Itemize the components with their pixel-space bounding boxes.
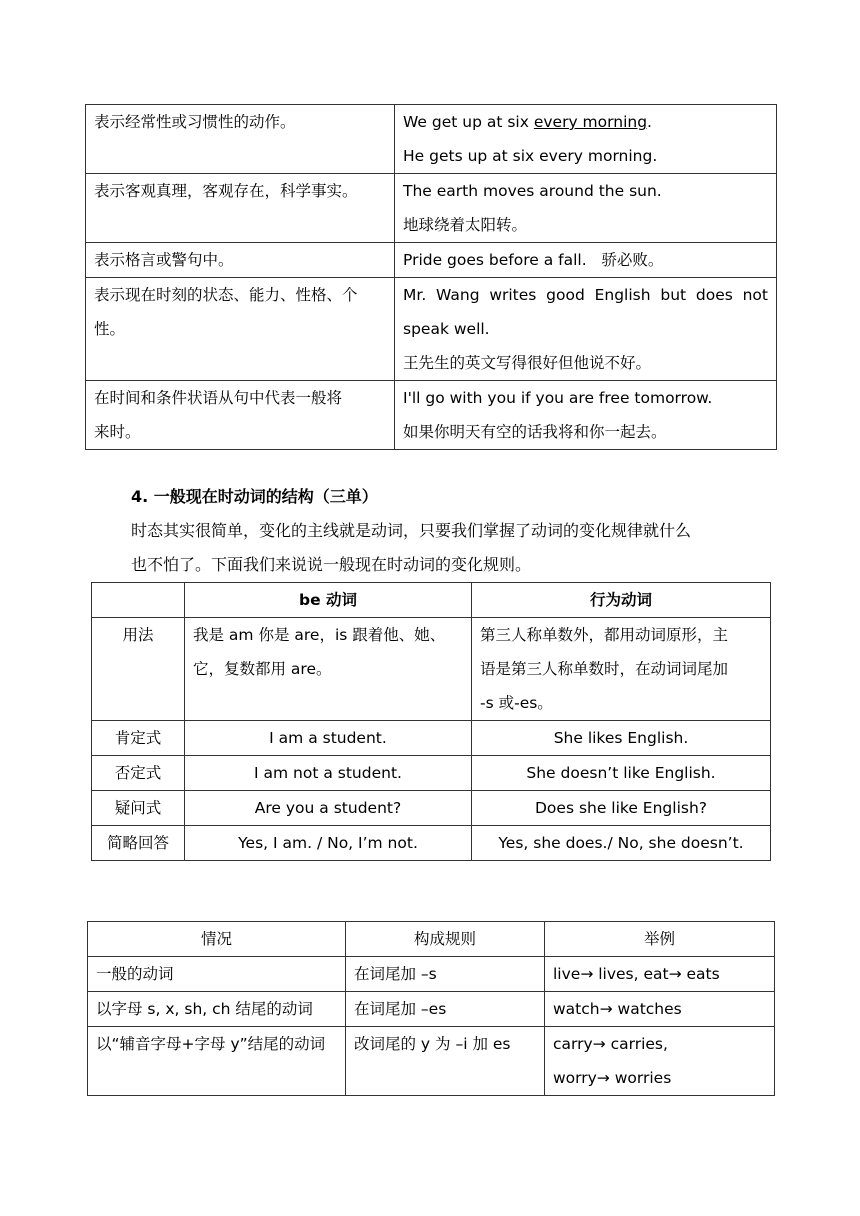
example-text: . <box>647 113 652 131</box>
table-header-row <box>92 583 771 618</box>
example-cell <box>395 105 777 174</box>
table-row <box>88 992 775 1027</box>
rule-cell: 改词尾的 y 为 –i 加 es <box>346 1027 545 1096</box>
example-line: carry→ carries, <box>553 1035 668 1053</box>
example-line: 如果你明天有空的话我将和你一起去。 <box>403 423 667 441</box>
section-heading: 4. 一般现在时动词的结构（三单） <box>131 487 378 506</box>
row-label: 用法 <box>92 618 185 721</box>
table-row <box>86 174 777 243</box>
usage-cell <box>86 381 395 450</box>
table-row <box>88 1027 775 1096</box>
header-cell: 情况 <box>88 922 346 957</box>
example-line: worry→ worries <box>553 1069 672 1087</box>
row-label: 简略回答 <box>92 826 185 861</box>
action-cell: She doesn’t like English. <box>472 756 771 791</box>
action-cell: Yes, she does./ No, she doesn’t. <box>472 826 771 861</box>
action-cell <box>472 618 771 721</box>
cell-line: 它，复数都用 are。 <box>193 660 332 678</box>
table-row <box>92 791 771 826</box>
header-cell: 举例 <box>545 922 775 957</box>
example-cell: live→ lives, eat→ eats <box>545 957 775 992</box>
be-cell: Are you a student? <box>185 791 472 826</box>
usage-line: 性。 <box>94 320 126 338</box>
usage-line: 表示现在时刻的状态、能力、性格、个 <box>94 286 358 304</box>
paragraph-line: 也不怕了。下面我们来说说一般现在时动词的变化规则。 <box>131 555 532 574</box>
third-person-rule-table <box>87 921 775 1096</box>
usage-table <box>85 104 777 450</box>
example-cell <box>395 243 777 278</box>
example-text: We get up at six <box>403 113 534 131</box>
example-line: The earth moves around the sun. <box>403 182 662 200</box>
case-cell: 一般的动词 <box>88 957 346 992</box>
example-line: I'll go with you if you are free tomorrow. <box>403 389 713 407</box>
row-label: 否定式 <box>92 756 185 791</box>
example-cell: watch→ watches <box>545 992 775 1027</box>
be-cell: Yes, I am. / No, I’m not. <box>185 826 472 861</box>
header-cell: 行为动词 <box>472 583 771 618</box>
header-cell <box>92 583 185 618</box>
paragraph-line: 时态其实很简单，变化的主线就是动词，只要我们掌握了动词的变化规律就什么 <box>131 521 692 540</box>
usage-cell: 表示客观真理，客观存在，科学事实。 <box>86 174 395 243</box>
table-row <box>86 243 777 278</box>
cell-line: 第三人称单数外，都用动词原形，主 <box>480 626 729 644</box>
row-label: 肯定式 <box>92 721 185 756</box>
table-row <box>92 826 771 861</box>
rule-cell: 在词尾加 –es <box>346 992 545 1027</box>
table-row <box>92 721 771 756</box>
case-cell: 以字母 s, x, sh, ch 结尾的动词 <box>88 992 346 1027</box>
example-line: 王先生的英文写得很好但他说不好。 <box>403 354 652 372</box>
table-row <box>88 957 775 992</box>
rule-cell: 在词尾加 –s <box>346 957 545 992</box>
example-line: Mr. Wang writes good English but does not <box>403 286 768 304</box>
example-cell <box>545 1027 775 1096</box>
example-cell <box>395 174 777 243</box>
usage-cell: 表示格言或警句中。 <box>86 243 395 278</box>
usage-line: 来时。 <box>94 423 141 441</box>
case-cell: 以“辅音字母+字母 y”结尾的动词 <box>88 1027 346 1096</box>
header-cell: be 动词 <box>185 583 472 618</box>
action-cell: She likes English. <box>472 721 771 756</box>
row-label: 疑问式 <box>92 791 185 826</box>
cell-line: 语是第三人称单数时，在动词词尾加 <box>480 660 729 678</box>
be-cell: I am not a student. <box>185 756 472 791</box>
example-cell <box>395 381 777 450</box>
table-row <box>86 381 777 450</box>
table-row <box>92 618 771 721</box>
header-cell: 构成规则 <box>346 922 545 957</box>
example-line <box>403 105 768 139</box>
table-header-row <box>88 922 775 957</box>
cell-line: 我是 am 你是 are，is 跟着他、她、 <box>193 626 446 644</box>
action-cell: Does she like English? <box>472 791 771 826</box>
underlined-text: every morning <box>533 113 648 131</box>
usage-line: 在时间和条件状语从句中代表一般将 <box>94 389 343 407</box>
usage-cell: 表示经常性或习惯性的动作。 <box>86 105 395 174</box>
example-line: He gets up at six every morning. <box>403 147 658 165</box>
example-line: Pride goes before a fall. 骄必败。 <box>403 251 664 269</box>
table-row <box>86 105 777 174</box>
usage-cell <box>86 278 395 381</box>
cell-line: -s 或-es。 <box>480 694 553 712</box>
verb-structure-table <box>91 582 771 861</box>
be-cell <box>185 618 472 721</box>
table-row <box>86 278 777 381</box>
example-line: speak well. <box>403 320 490 338</box>
example-cell <box>395 278 777 381</box>
table-row <box>92 756 771 791</box>
example-line: 地球绕着太阳转。 <box>403 216 528 234</box>
be-cell: I am a student. <box>185 721 472 756</box>
